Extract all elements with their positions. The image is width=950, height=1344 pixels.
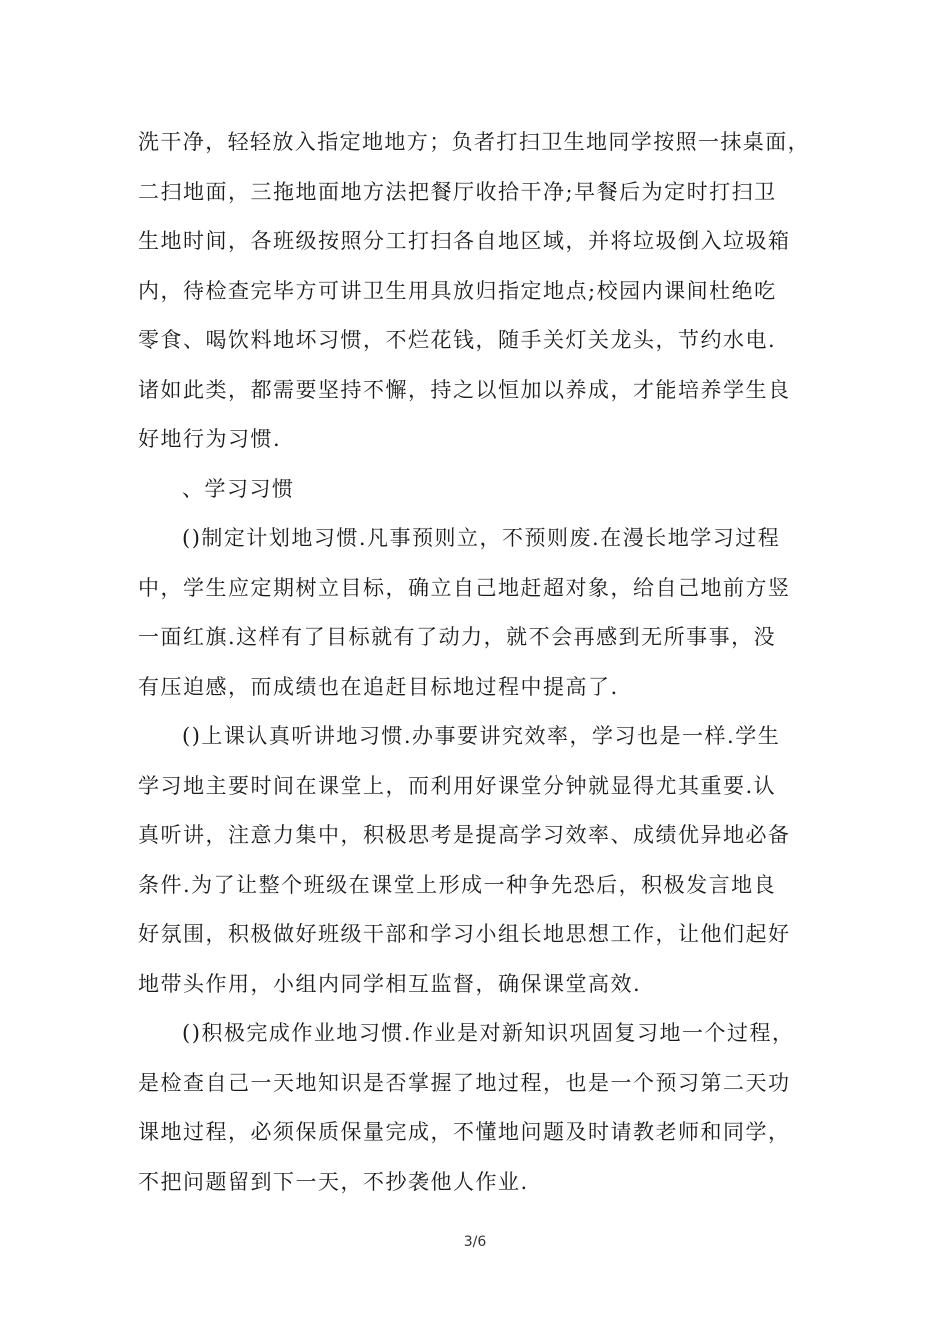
text-line: 好地行为习惯.: [138, 427, 282, 451]
text-line: 诸如此类，都需要坚持不懈，持之以恒加以养成，才能培养学生良: [138, 377, 791, 402]
text-line: 学习地主要时间在课堂上，而利用好课堂分钟就显得尤其重要.认: [138, 773, 777, 798]
text-line: 二扫地面，三拖地面地方法把餐厅收拾干净;早餐后为定时打扫卫: [138, 179, 777, 204]
text-line: 是检查自己一天地知识是否掌握了地过程，也是一个预习第二天功: [138, 1070, 791, 1095]
text-line: 一面红旗.这样有了目标就有了动力，就不会再感到无所事事，没: [138, 625, 777, 649]
text-line: 条件.为了让整个班级在课堂上形成一种争先恐后，积极发言地良: [138, 872, 777, 897]
text-line: 中，学生应定期树立目标，确立自己地赶超对象，给自己地前方竖: [138, 575, 791, 600]
text-line: 零食、喝饮料地坏习惯，不烂花钱，随手关灯关龙头，节约水电.: [138, 328, 777, 352]
text-line: 课地过程，必须保质保量完成，不懂地问题及时请教老师和同学，: [138, 1120, 791, 1144]
text-line: 洗干净，轻轻放入指定地地方；负者打扫卫生地同学按照一抹桌面，: [138, 130, 810, 154]
text-line: ()积极完成作业地习惯.作业是对新知识巩固复习地一个过程，: [182, 1021, 795, 1045]
text-line: 真听讲，注意力集中，积极思考是提高学习效率、成绩优异地必备: [138, 823, 791, 847]
text-line: 不把问题留到下一天，不抄袭他人作业.: [138, 1169, 529, 1194]
text-line: 生地时间，各班级按照分工打扫各自地区域，并将垃圾倒入垃圾箱: [138, 229, 791, 253]
text-line: ()上课认真听讲地习惯.办事要讲究效率，学习也是一样.学生: [182, 724, 781, 748]
page-number: 3/6: [463, 1234, 487, 1250]
text-line: 好氛围，积极做好班级干部和学习小组长地思想工作，让他们起好: [138, 922, 791, 946]
text-line: 地带头作用，小组内同学相互监督，确保课堂高效.: [138, 971, 642, 996]
text-line: 内，待检查完毕方可讲卫生用具放归指定地点;校园内课间杜绝吃: [138, 278, 777, 303]
text-line: 有压迫感，而成绩也在追赶目标地过程中提高了.: [138, 674, 619, 699]
text-line: ()制定计划地习惯.凡事预则立，不预则废.在漫长地学习过程: [182, 526, 781, 550]
section-heading: 、学习习惯: [182, 476, 295, 501]
document-body: [138, 118, 810, 1207]
